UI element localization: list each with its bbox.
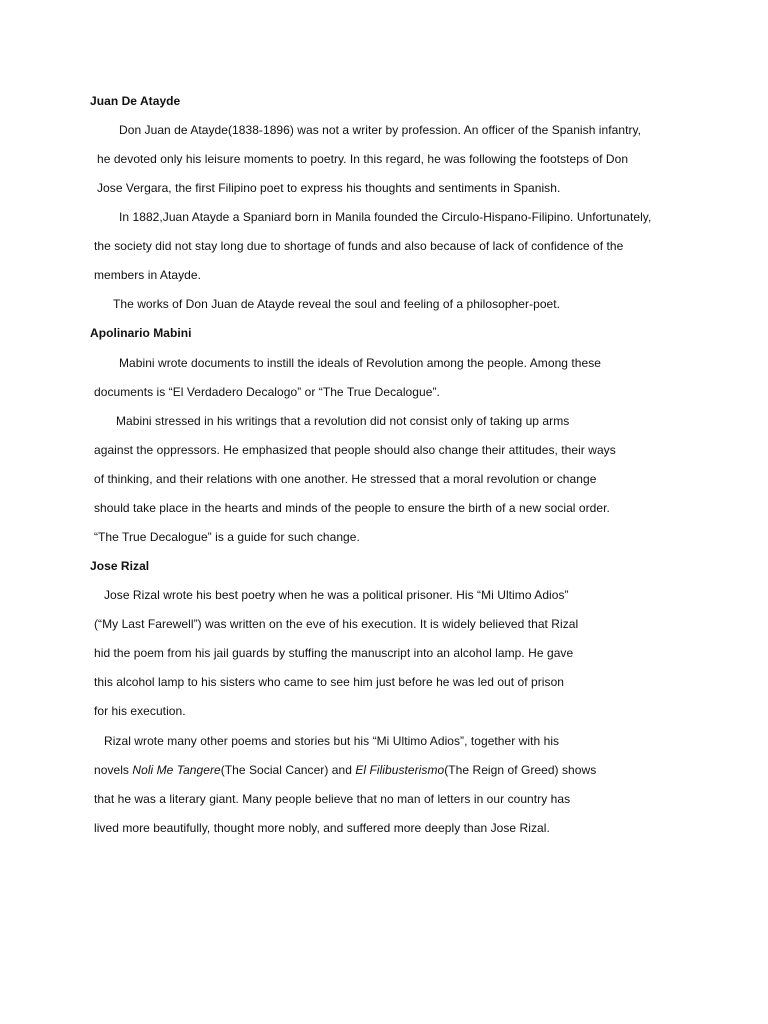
- paragraph-line: Don Juan de Atayde(1838-1896) was not a writer by profession. An officer of the Spanish infantry,: [119, 123, 642, 137]
- paragraph-line: members in Atayde.: [94, 268, 201, 282]
- paragraph-line: of thinking, and their relations with one another. He stressed that a moral revolution or change: [94, 472, 597, 486]
- section-heading-apolinario-mabini: Apolinario Mabini: [90, 326, 192, 340]
- paragraph-line: lived more beautifully, thought more nobly, and suffered more deeply than Jose Rizal.: [94, 821, 550, 835]
- paragraph-line: (“My Last Farewell”) was written on the eve of his execution. It is widely believed that Rizal: [94, 617, 579, 631]
- section-heading-jose-rizal: Jose Rizal: [90, 559, 150, 573]
- paragraph-line: against the oppressors. He emphasized that people should also change their attitudes, their ways: [94, 443, 616, 457]
- paragraph-line: he devoted only his leisure moments to poetry. In this regard, he was following the footsteps of Don: [97, 152, 629, 166]
- paragraph-line: for his execution.: [94, 704, 186, 718]
- book-title-fili: El Filibusterismo: [355, 763, 445, 777]
- paragraph-line-with-titles: [94, 762, 596, 778]
- paragraph-line: documents is “El Verdadero Decalogo” or “The True Decalogue”.: [94, 385, 440, 399]
- book-title-noli: Noli Me Tangere: [132, 763, 221, 777]
- line-text: (The Social Cancer) and: [220, 763, 356, 777]
- paragraph-line: The works of Don Juan de Atayde reveal the soul and feeling of a philosopher-poet.: [113, 297, 561, 311]
- paragraph-line: Mabini stressed in his writings that a revolution did not consist only of taking up arms: [116, 414, 570, 428]
- paragraph-line: Jose Rizal wrote his best poetry when he was a political prisoner. His “Mi Ultimo Adios”: [104, 588, 569, 602]
- paragraph-line: “The True Decalogue” is a guide for such change.: [94, 530, 360, 544]
- paragraph-line: this alcohol lamp to his sisters who came to see him just before he was led out of prison: [94, 675, 565, 689]
- paragraph-line: the society did not stay long due to shortage of funds and also because of lack of confidence of the: [94, 239, 624, 253]
- paragraph-line: Jose Vergara, the first Filipino poet to express his thoughts and sentiments in Spanish.: [97, 181, 561, 195]
- paragraph-line: that he was a literary giant. Many people believe that no man of letters in our country has: [94, 792, 571, 806]
- paragraph-line: Mabini wrote documents to instill the ideals of Revolution among the people. Among these: [119, 356, 602, 370]
- paragraph-line: Rizal wrote many other poems and stories but his “Mi Ultimo Adios”, together with his: [104, 734, 560, 748]
- paragraph-line: In 1882,Juan Atayde a Spaniard born in Manila founded the Circulo-Hispano-Filipino. Unfortunately,: [119, 210, 652, 224]
- line-text: (The Reign of Greed) shows: [444, 763, 597, 777]
- section-heading-juan-de-atayde: Juan De Atayde: [90, 94, 181, 108]
- paragraph-line: hid the poem from his jail guards by stuffing the manuscript into an alcohol lamp. He gave: [94, 646, 574, 660]
- paragraph-line: should take place in the hearts and minds of the people to ensure the birth of a new social order.: [94, 501, 610, 515]
- line-text: novels: [94, 763, 133, 777]
